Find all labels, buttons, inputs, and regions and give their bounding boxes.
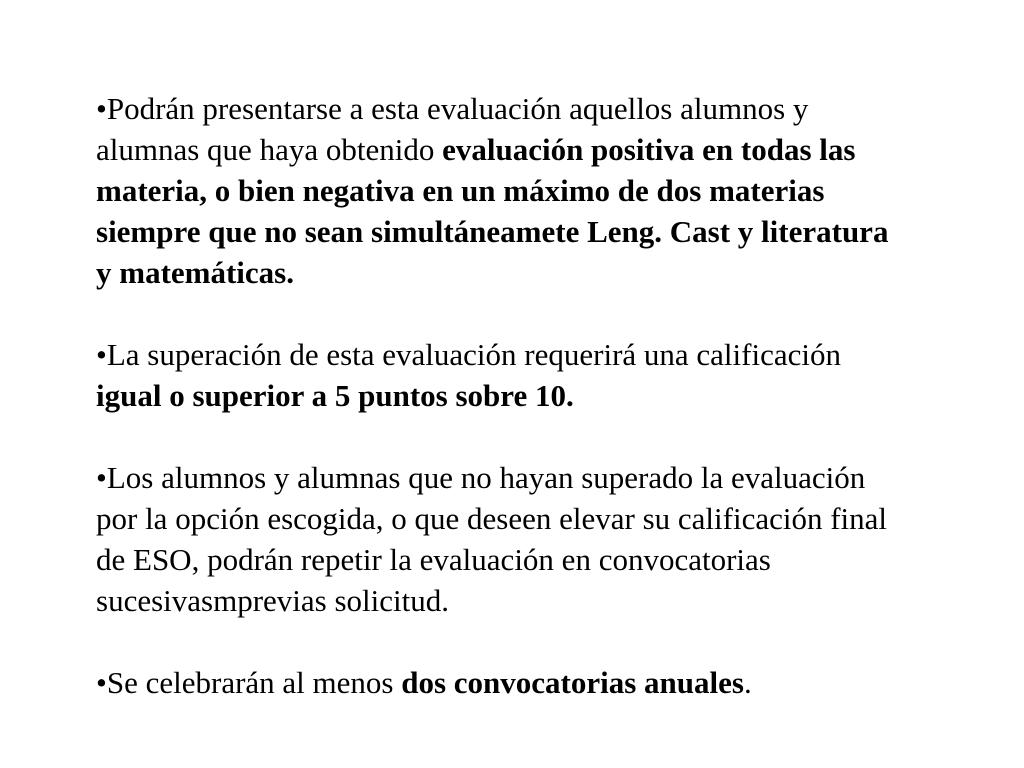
bullet-sessions (96, 662, 896, 703)
bullet-sessions-count: dos convocatorias anuales (401, 665, 744, 700)
bullet-eligibility-condition: evaluación positiva en todas las materia, o bien negativa en un máximo de dos materias siempre que no sean simultáneamete Leng. Cast y literatura y matemáticas. (96, 132, 889, 290)
bullet-passing-grade (96, 334, 896, 416)
bullet-eligibility-intro: •Podrán presentarse a esta evaluación aquellos alumnos y alumnas que haya obtenido (96, 91, 809, 167)
bullet-passing-grade-threshold: igual o superior a 5 puntos sobre 10. (96, 378, 574, 413)
bullet-retake-text: •Los alumnos y alumnas que no hayan superado la evaluación por la opción escogida, o que deseen elevar su calificación final de ESO, podrán repetir la evaluación en convocatorias sucesivasmprevias solicitud. (96, 460, 888, 618)
bullet-sessions-period: . (743, 665, 752, 700)
bullet-sessions-intro: •Se celebrarán al menos (96, 665, 402, 700)
slide-content (96, 88, 896, 703)
bullet-retake (96, 457, 896, 621)
bullet-passing-grade-intro: •La superación de esta evaluación requerirá una calificación (96, 337, 841, 372)
bullet-eligibility (96, 88, 896, 293)
